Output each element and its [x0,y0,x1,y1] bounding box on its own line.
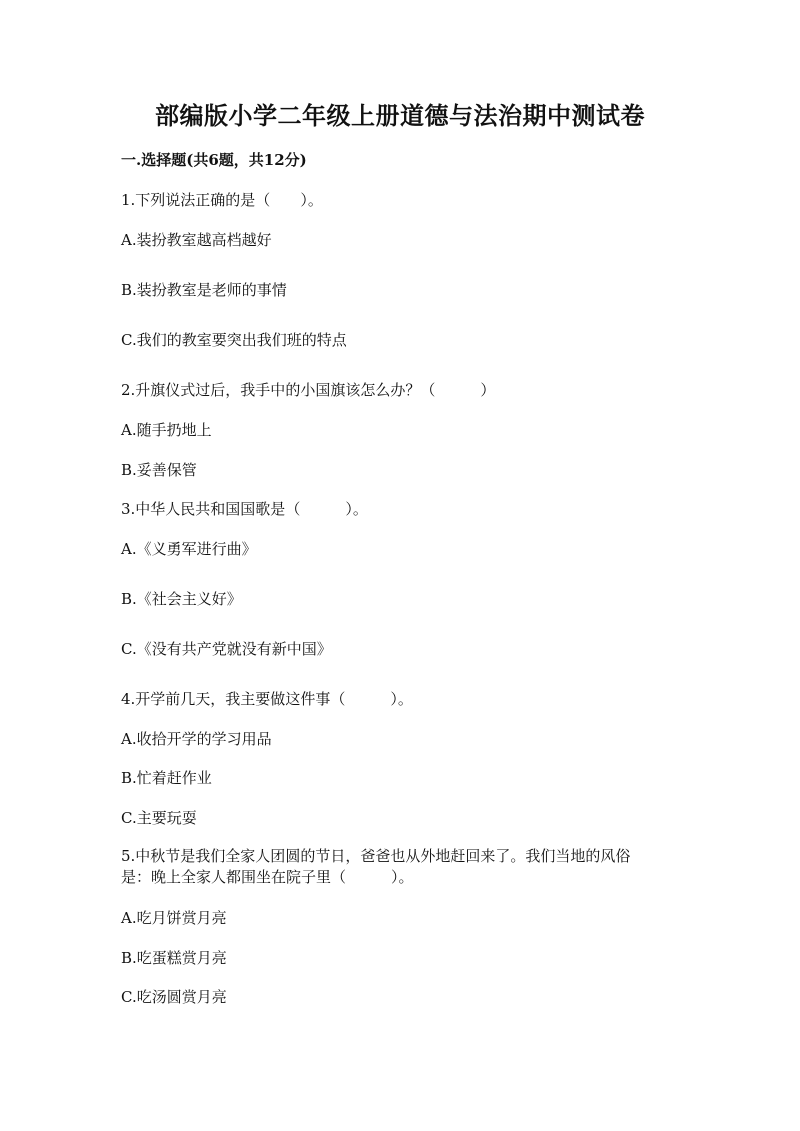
question-1: 1.下列说法正确的是（ ）。 [121,191,323,209]
option-1b: B.装扮教室是老师的事情 [121,281,287,299]
option-4b: B.忙着赶作业 [121,769,212,787]
option-1c: C.我们的教室要突出我们班的特点 [121,331,347,349]
option-2b: B.妥善保管 [121,461,197,479]
option-5b: B.吃蛋糕赏月亮 [121,949,227,967]
question-5-line-1: 5.中秋节是我们全家人团圆的节日，爸爸也从外地赶回来了。我们当地的风俗 [121,847,631,865]
option-3c: C.《没有共产党就没有新中国》 [121,640,332,658]
page-title: 部编版小学二年级上册道德与法治期中测试卷 [155,101,645,130]
option-2a: A.随手扔地上 [121,421,212,439]
option-5c: C.吃汤圆赏月亮 [121,988,227,1006]
option-1a: A.装扮教室越高档越好 [121,231,272,249]
question-3: 3.中华人民共和国国歌是（ ）。 [121,500,368,518]
section-heading: 一.选择题(共6题，共12分) [121,151,307,169]
option-4c: C.主要玩耍 [121,809,197,827]
question-2: 2.升旗仪式过后，我手中的小国旗该怎么办？（ ） [121,381,496,399]
question-5-line-2: 是：晚上全家人都围坐在院子里（ ）。 [121,868,414,886]
option-4a: A.收拾开学的学习用品 [121,730,272,748]
option-3b: B.《社会主义好》 [121,590,242,608]
question-5 [121,846,681,888]
option-5a: A.吃月饼赏月亮 [121,909,227,927]
question-4: 4.开学前几天，我主要做这件事（ ）。 [121,690,413,708]
option-3a: A.《义勇军进行曲》 [121,540,257,558]
